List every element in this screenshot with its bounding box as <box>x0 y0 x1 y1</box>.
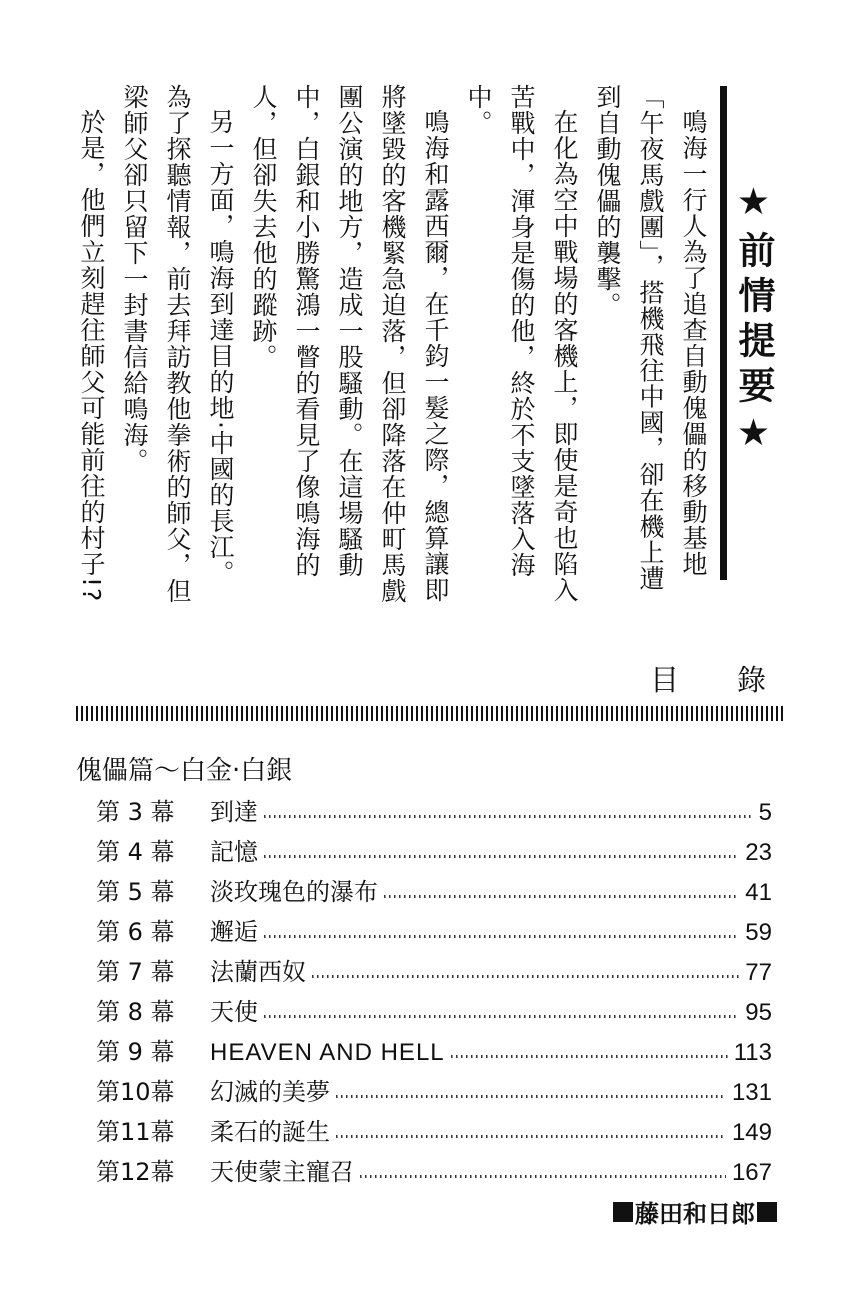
synopsis-paragraph: 鳴海和露西爾，在千鈞一髮之際，總算讓即將墜毀的客機緊急迫落，但卻降落在仲町馬戲團公演的地方，造成一股騷動。在這場騷動中，白銀和小勝驚鴻一瞥的看見了像鳴海的人，但卻失去他的蹤跡。 <box>249 84 450 604</box>
synopsis-paragraph: 鳴海一行人為了追查自動傀儡的移動基地「午夜馬戲團」，搭機飛往中國，卻在機上遭到自動傀儡的襲擊。 <box>593 84 708 592</box>
toc-leader-dots <box>264 815 753 818</box>
toc-chapter-title: 法蘭西奴 <box>210 958 306 986</box>
synopsis-heading: ★前情提要★ <box>732 180 775 462</box>
toc-chapter-title: 記憶 <box>210 838 258 866</box>
toc-act-number: 第 6 幕 <box>96 918 175 946</box>
toc-leader-dots <box>264 1015 739 1018</box>
toc-page-number: 41 <box>745 879 772 906</box>
toc-divider <box>76 706 784 721</box>
toc-page-number: 149 <box>731 1119 772 1146</box>
toc-leader-dots <box>264 935 739 938</box>
synopsis-paragraph: 於是，他們立刻趕往師父可能前往的村子!? <box>77 109 106 603</box>
toc-page-number: 59 <box>745 919 772 946</box>
toc-act-number: 第 9 幕 <box>96 1038 175 1066</box>
toc-entry[interactable] <box>96 952 772 992</box>
toc-chapter-title: 天使蒙主寵召 <box>210 1158 354 1186</box>
toc-leader-dots <box>312 975 739 978</box>
toc-page-number: 113 <box>733 1039 772 1066</box>
toc-entry[interactable] <box>96 872 772 912</box>
toc-entry[interactable] <box>96 912 772 952</box>
toc-act-number: 第 3 幕 <box>96 798 175 826</box>
toc-chapter-title: 幻滅的美夢 <box>210 1078 330 1106</box>
toc-entry[interactable] <box>96 792 772 832</box>
toc-act-number: 第10幕 <box>96 1078 175 1106</box>
synopsis-paragraph: 在化為空中戰場的客機上，即使是奇也陷入苦戰中，渾身是傷的他，終於不支墜落入海中。 <box>464 84 579 603</box>
toc-act-number: 第 5 幕 <box>96 878 175 906</box>
toc-entry[interactable] <box>96 992 772 1032</box>
toc-act-number: 第 7 幕 <box>96 958 175 986</box>
author-name: 藤田和日郎 <box>635 1200 755 1228</box>
volume-title: 傀儡篇〜白金‧白銀 <box>76 756 293 786</box>
toc-entry[interactable] <box>96 832 772 872</box>
toc-act-number: 第 8 幕 <box>96 998 175 1026</box>
synopsis-paragraph: 另一方面，鳴海到達目的地‧中國的長江。為了探聽情報，前去拜訪教他拳術的師父，但梁師父卻只留下一封書信給鳴海。 <box>120 84 235 604</box>
toc-chapter-title: 柔石的誕生 <box>210 1118 330 1146</box>
toc-entry[interactable] <box>96 1072 772 1112</box>
toc-entry[interactable] <box>96 1032 772 1072</box>
toc-chapter-title: 邂逅 <box>210 918 258 946</box>
author-left-square <box>613 1202 633 1222</box>
toc-leader-dots <box>336 1135 726 1138</box>
toc-leader-dots <box>264 855 739 858</box>
toc-leader-dots <box>384 895 739 898</box>
toc-chapter-title: HEAVEN AND HELL <box>210 1039 445 1066</box>
toc-act-number: 第11幕 <box>96 1118 175 1146</box>
synopsis-body <box>70 84 715 604</box>
toc-page-number: 167 <box>731 1159 772 1186</box>
toc-entry[interactable] <box>96 1112 772 1152</box>
toc-leader-dots <box>336 1095 726 1098</box>
toc-leader-dots <box>451 1055 728 1058</box>
toc-entry[interactable] <box>96 1152 772 1192</box>
toc-page-number: 5 <box>758 799 772 826</box>
synopsis-divider <box>720 86 727 580</box>
toc-chapter-title: 天使 <box>210 998 258 1026</box>
toc-act-number: 第12幕 <box>96 1158 175 1186</box>
author-credit <box>613 1194 777 1229</box>
toc-page-number: 95 <box>745 999 772 1026</box>
toc-page-number: 23 <box>745 839 772 866</box>
toc-page-number: 77 <box>745 959 772 986</box>
toc-chapter-title: 到達 <box>210 798 258 826</box>
toc-act-number: 第 4 幕 <box>96 838 175 866</box>
toc-chapter-title: 淡玫瑰色的瀑布 <box>210 878 378 906</box>
author-right-square <box>757 1202 777 1222</box>
toc-list <box>96 792 772 1192</box>
toc-leader-dots <box>360 1175 726 1178</box>
toc-page-number: 131 <box>731 1079 772 1106</box>
toc-title: 目錄 <box>650 663 825 697</box>
